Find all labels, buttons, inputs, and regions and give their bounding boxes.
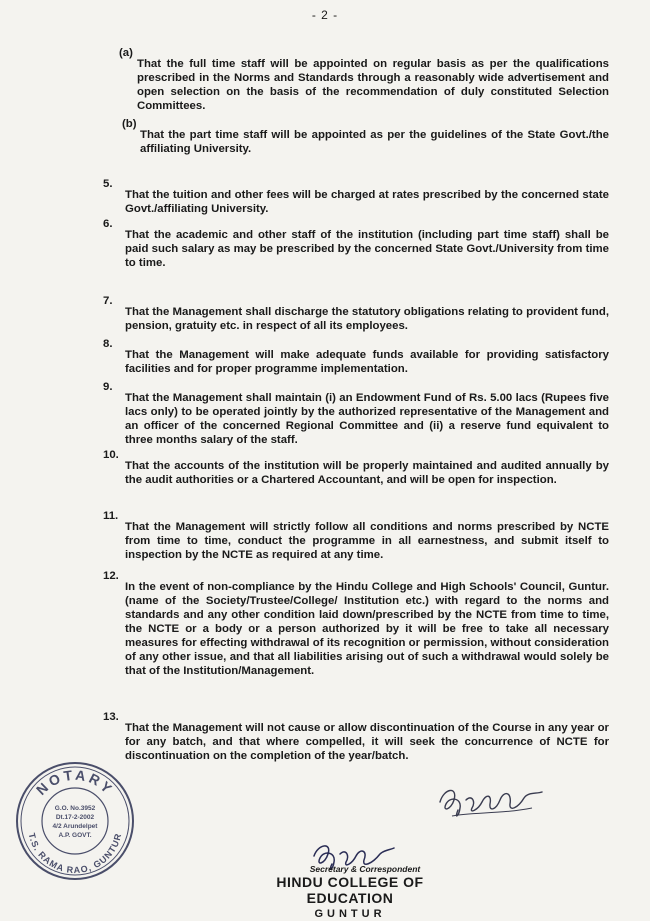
notary-stamp: [14, 760, 136, 882]
clause-number: 11.: [103, 510, 119, 522]
stamp-line: 4/2 Arundelpet: [52, 823, 98, 830]
clause-number: 12.: [103, 570, 119, 582]
clause-text: That the Management will strictly follow all conditions and norms prescribed by NCTE from time to time, conduct the programme in all earnestness, and submit itself to inspection by the NCTE as required at any time.: [125, 521, 609, 562]
clause-text: That the Management will make adequate funds available for providing satisfactory facilities and for proper programme implementation.: [125, 349, 609, 376]
clause-b: [122, 117, 609, 168]
clause-text: That the tuition and other fees will be charged at rates prescribed by the concerned state Govt./affiliating University.: [125, 189, 609, 216]
clause-a: [119, 46, 609, 125]
stamp-ring-text: T.S. RAMA RAO, GUNTUR: [26, 831, 124, 876]
clause-10: [103, 448, 609, 499]
clause-text: That the Management shall maintain (i) an Endowment Fund of Rs. 5.00 lacs (Rupees five lacs only) to be operated jointly by the authorized representative of the Management and an officer of the concerned Regional Committee and (ii) a reserve fund equivalent to three months salary of the staff.: [125, 392, 609, 447]
clause-text: That the Management will not cause or allow discontinuation of the Course in any year or for any batch, and that where compelled, it will seek the concurrence of NCTE for discontinuation on the completion of the year/batch.: [125, 722, 609, 763]
clause-text: In the event of non-compliance by the Hindu College and High Schools' Council, Guntur.(name of the Society/Trustee/College/ Institution etc.) with regard to the norms and standards and any other condition laid down/prescribed by the NCTE from time to time, the NCTE or a body or a person authorized by it will be free to take all necessary measures for effecting withdrawal of its recognition or permission, without consideration of any other issue, and that all liabilities arising out of such a withdrawal would solely be that of the Institution/Management.: [125, 581, 609, 678]
clause-12: [103, 569, 609, 690]
clause-text: That the Management shall discharge the statutory obligations relating to provident fund, pension, gratuity etc. in respect of all its employees.: [125, 306, 609, 333]
stamp-line: A.P. GOVT.: [58, 832, 92, 839]
stamp-title: NOTARY: [32, 766, 118, 799]
clause-number: 6.: [103, 218, 113, 230]
clause-13: [103, 710, 609, 775]
clause-number: 7.: [103, 295, 113, 307]
clause-number: 5.: [103, 178, 113, 190]
clause-text: That the academic and other staff of the institution (including part time staff) shall be paid such salary as may be prescribed by the concerned State Govt./University from time to time.: [125, 229, 609, 270]
clause-number: 8.: [103, 338, 113, 350]
clause-text: That the full time staff will be appointed on regular basis as per the qualifications prescribed in the Norms and Standards through a reasonably wide advertisement and open selection on the basis of the recommendation of duly constituted Selection Committees.: [137, 58, 609, 113]
college-name: HINDU COLLEGE OF EDUCATION: [276, 874, 424, 906]
clause-6: [103, 217, 609, 282]
clause-number: (b): [122, 118, 137, 130]
page-number: - 2 -: [311, 8, 339, 22]
college-city: GUNTUR: [314, 908, 386, 920]
signature-block: [250, 838, 450, 920]
clause-text: That the accounts of the institution will be properly maintained and audited annually by the audit authorities or a Chartered Accountant, and will be open for inspection.: [125, 460, 609, 487]
clause-number: 10.: [103, 449, 119, 461]
notary-signature: [432, 780, 552, 825]
stamp-line: Dt.17-2-2002: [55, 814, 95, 821]
clause-text: That the part time staff will be appointed as per the guidelines of the State Govt./the affiliating University.: [140, 129, 609, 156]
clause-number: (a): [119, 47, 133, 59]
clause-11: [103, 509, 609, 574]
clause-number: 9.: [103, 381, 113, 393]
signatory-role: Secretary & Correspondent: [309, 864, 421, 874]
clause-number: 13.: [103, 711, 119, 723]
stamp-line: G.O. No.3952: [54, 805, 96, 812]
